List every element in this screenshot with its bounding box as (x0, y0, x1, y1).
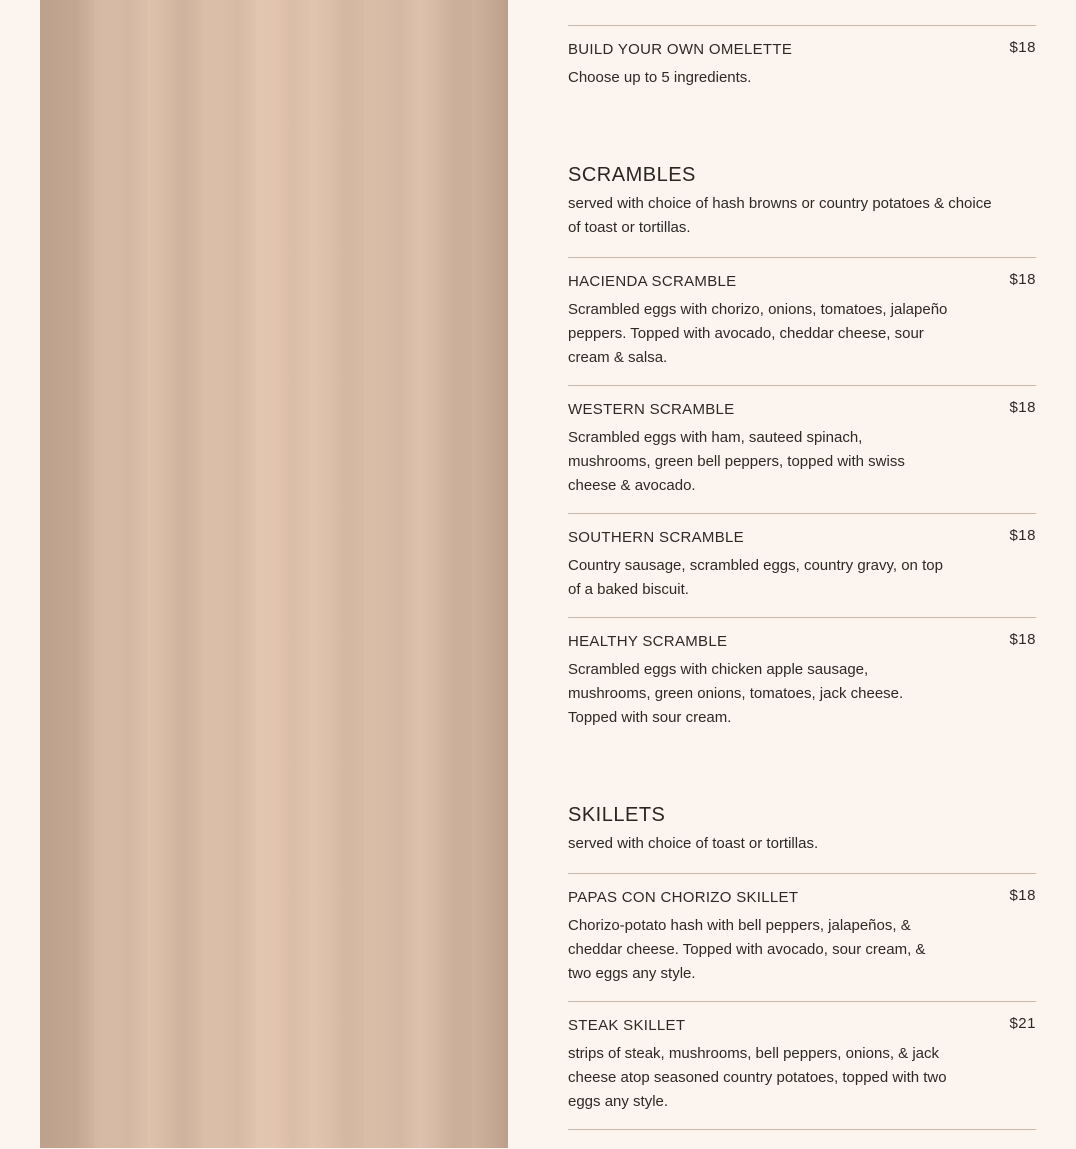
item-description: Scrambled eggs with chicken apple sausage, mushrooms, green onions, tomatoes, jack cheese. Topped with sour cream. (568, 661, 904, 726)
section-title-skillets: SKILLETS (568, 804, 666, 826)
menu-item-divider (568, 1129, 1036, 1149)
item-name: HACIENDA SCRAMBLE (568, 273, 737, 290)
item-name: BUILD YOUR OWN OMELETTE (568, 41, 793, 58)
item-description: Country sausage, scrambled eggs, country gravy, on top of a baked biscuit. (568, 557, 943, 598)
item-price: $18 (1009, 631, 1036, 648)
item-price: $18 (1009, 399, 1036, 416)
menu-item-hacienda-scramble (568, 257, 1036, 386)
item-name: PAPAS CON CHORIZO SKILLET (568, 889, 799, 906)
item-description: Chorizo-potato hash with bell peppers, jalapeños, & cheddar cheese. Topped with avocado, sour cream, & two eggs any style. (568, 917, 926, 982)
menu-food-photo (40, 0, 508, 1148)
section-note-scrambles: served with choice of hash browns or country potatoes & choice of toast or tortillas. (568, 195, 992, 236)
item-name: WESTERN SCRAMBLE (568, 401, 735, 418)
menu-item-papas-con-chorizo-skillet (568, 873, 1036, 1002)
item-price: $18 (1009, 39, 1036, 56)
section-title-scrambles: SCRAMBLES (568, 164, 696, 186)
menu-item-steak-skillet (568, 1001, 1036, 1130)
item-name: STEAK SKILLET (568, 1017, 686, 1034)
menu-item-western-scramble (568, 385, 1036, 514)
item-description: Scrambled eggs with chorizo, onions, tomatoes, jalapeño peppers. Topped with avocado, cheddar cheese, sour cream & salsa. (568, 301, 948, 366)
item-price: $21 (1009, 1015, 1036, 1032)
item-description: Scrambled eggs with ham, sauteed spinach, mushrooms, green bell peppers, topped with swiss cheese & avocado. (568, 429, 905, 494)
item-name: HEALTHY SCRAMBLE (568, 633, 728, 650)
menu-item-build-your-own-omelette (568, 25, 1036, 126)
item-description: Choose up to 5 ingredients. (568, 69, 752, 86)
menu-item-healthy-scramble (568, 617, 1036, 746)
section-note-skillets: served with choice of toast or tortillas. (568, 835, 819, 852)
item-price: $18 (1009, 527, 1036, 544)
menu-item-southern-scramble (568, 513, 1036, 618)
item-name: SOUTHERN SCRAMBLE (568, 529, 744, 546)
item-price: $18 (1009, 887, 1036, 904)
item-price: $18 (1009, 271, 1036, 288)
item-description: strips of steak, mushrooms, bell peppers, onions, & jack cheese atop seasoned country potatoes, topped with two eggs any style. (568, 1045, 947, 1110)
